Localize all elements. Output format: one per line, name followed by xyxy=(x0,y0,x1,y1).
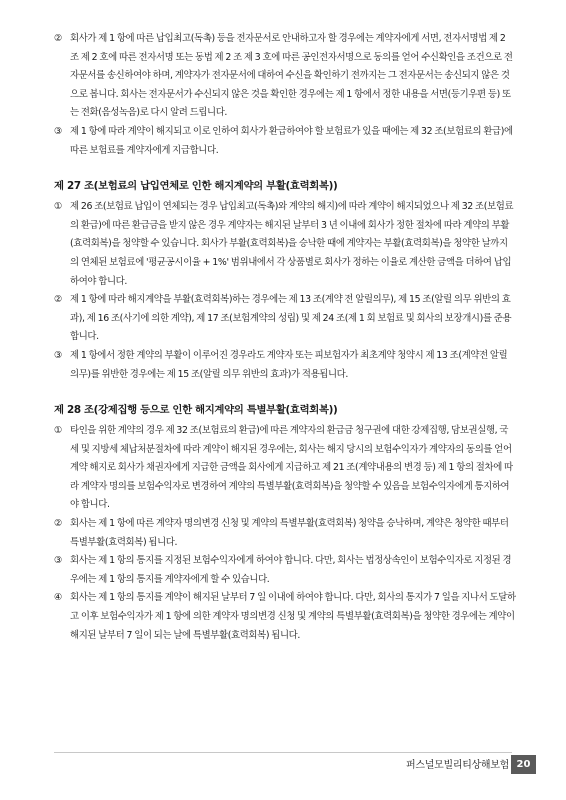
article-27-title: 제 27 조(보험료의 납입연체로 인한 해지계약의 부활(효력회복)) xyxy=(54,180,338,193)
clause-item xyxy=(54,198,516,291)
clause-number: ③ xyxy=(54,349,63,361)
clause-number: ② xyxy=(54,518,63,530)
clause-item xyxy=(54,552,516,589)
clause-item xyxy=(54,347,516,384)
clause-item xyxy=(54,589,516,645)
clause-number: ④ xyxy=(54,592,63,604)
clause-number: ① xyxy=(54,201,63,213)
clause-number: ③ xyxy=(54,555,63,567)
footer-divider xyxy=(54,752,512,753)
clause-number: ② xyxy=(54,294,63,306)
clause-item xyxy=(54,30,516,123)
clause-number: ③ xyxy=(54,125,63,137)
clause-item xyxy=(54,422,516,515)
clause-text: 회사는 제 1 항의 통지를 계약이 해지된 날부터 7 일 이내에 하여야 합니다. 다만, 회사의 통지가 7 일을 지나서 도달하고 이후 보험수익자가 제 1 항에 의한 계약자 명의변경 신청 및 계약의 특별부활(효력회복)을 청약한 경우에는 계약이 해지된 날부터 7 일이 되는 날에 특별부활(효력회복) 됩니다. xyxy=(70,592,516,641)
clause-number: ② xyxy=(54,33,63,44)
clause-text: 회사는 제 1 항에 따른 계약자 명의변경 신청 및 계약의 특별부활(효력회복) 청약을 승낙하며, 계약은 청약한 때부터 특별부활(효력회복) 됩니다. xyxy=(70,518,509,548)
clause-text: 회사가 제 1 항에 따른 납입최고(독촉) 등을 전자문서로 안내하고자 할 경우에는 계약자에게 서면, 전자서명법 제 2 조 제 2 호에 따른 전자서명 또는 동법 제 2 조 제 3 호에 따른 공인전자서명으로 동의를 얻어 수신확인을 조건으로 전자문서를 송신하여야 하며, 계약자가 전자문서에 대하여 수신을 확인하기 전까지는 그 전자문서는 송신되지 않은 것으로 봅니다. 회사는 전자문서가 수신되지 않은 것을 확인한 경우에는 제 1 항에서 정한 내용을 서면(등기우편 등) 또는 전화(음성녹음)로 다시 알려 드립니다. xyxy=(70,33,513,119)
document-body xyxy=(54,30,516,645)
clause-item xyxy=(54,515,516,552)
article-28-title: 제 28 조(강제집행 등으로 인한 해지계약의 특별부활(효력회복)) xyxy=(54,404,338,417)
clause-text: 타인을 위한 계약의 경우 제 32 조(보험료의 환급)에 따른 계약자의 환급금 청구권에 대한 강제집행, 담보권실행, 국세 및 지방세 체납처분절차에 따라 계약이 해지된 경우에는, 회사는 해지 당시의 보험수익자가 계약자의 동의를 얻어 계약 해지로 회사가 채권자에게 지급한 금액을 회사에게 지급하고 제 21 조(계약내용의 변경 등) 제 1 항의 절차에 따라 계약자 명의를 보험수익자로 변경하여 계약의 특별부활(효력회복)을 청약할 수 있음을 보험수익자에게 통지하여야 합니다. xyxy=(70,425,513,511)
clause-text: 제 1 항에 따라 해지계약을 부활(효력회복)하는 경우에는 제 13 조(계약 전 알릴의무), 제 15 조(알릴 의무 위반의 효과), 제 16 조(사기에 의한 계약), 제 17 조(보험계약의 성립) 및 제 24 조(제 1 회 보험료 및 회사의 보장개시)를 준용합니다. xyxy=(70,294,512,343)
clause-text: 제 26 조(보험료 납입이 연체되는 경우 납입최고(독촉)와 계약의 해지)에 따라 계약이 해지되었으나 제 32 조(보험료의 환급)에 따른 환급금을 받지 않은 경우 계약자는 해지된 날부터 3 년 이내에 회사가 정한 절차에 따라 계약의 부활(효력회복)을 청약할 수 있습니다. 회사가 부활(효력회복)을 승낙한 때에 계약자는 부활(효력회복)을 청약한 날까지의 연체된 보험료에 '평균공시이율 + 1%' 범위내에서 각 상품별로 회사가 정하는 이율로 계산한 금액을 더하여 납입하여야 합니다. xyxy=(70,201,514,287)
clause-text: 제 1 항에서 정한 계약의 부활이 이루어진 경우라도 계약자 또는 피보험자가 최초계약 청약시 제 13 조(계약전 알릴 의무)를 위반한 경우에는 제 15 조(알릴 의무 위반의 효과)가 적용됩니다. xyxy=(70,349,508,380)
clause-number: ① xyxy=(54,425,63,437)
footer-document-title: 퍼스널모빌리티상해보험 xyxy=(406,760,509,771)
clause-text: 제 1 항에 따라 계약이 해지되고 이로 인하여 회사가 환급하여야 할 보험료가 있을 때에는 제 32 조(보험료의 환급)에 따른 보험료를 계약자에게 지급합니다. xyxy=(70,125,513,156)
clause-item xyxy=(54,291,516,347)
clause-item xyxy=(54,123,516,160)
page-number: 20 xyxy=(511,755,536,774)
clause-text: 회사는 제 1 항의 통지를 지정된 보험수익자에게 하여야 합니다. 다만, 회사는 법정상속인이 보험수익자로 지정된 경우에는 제 1 항의 통지를 계약자에게 할 수 있습니다. xyxy=(70,555,512,585)
